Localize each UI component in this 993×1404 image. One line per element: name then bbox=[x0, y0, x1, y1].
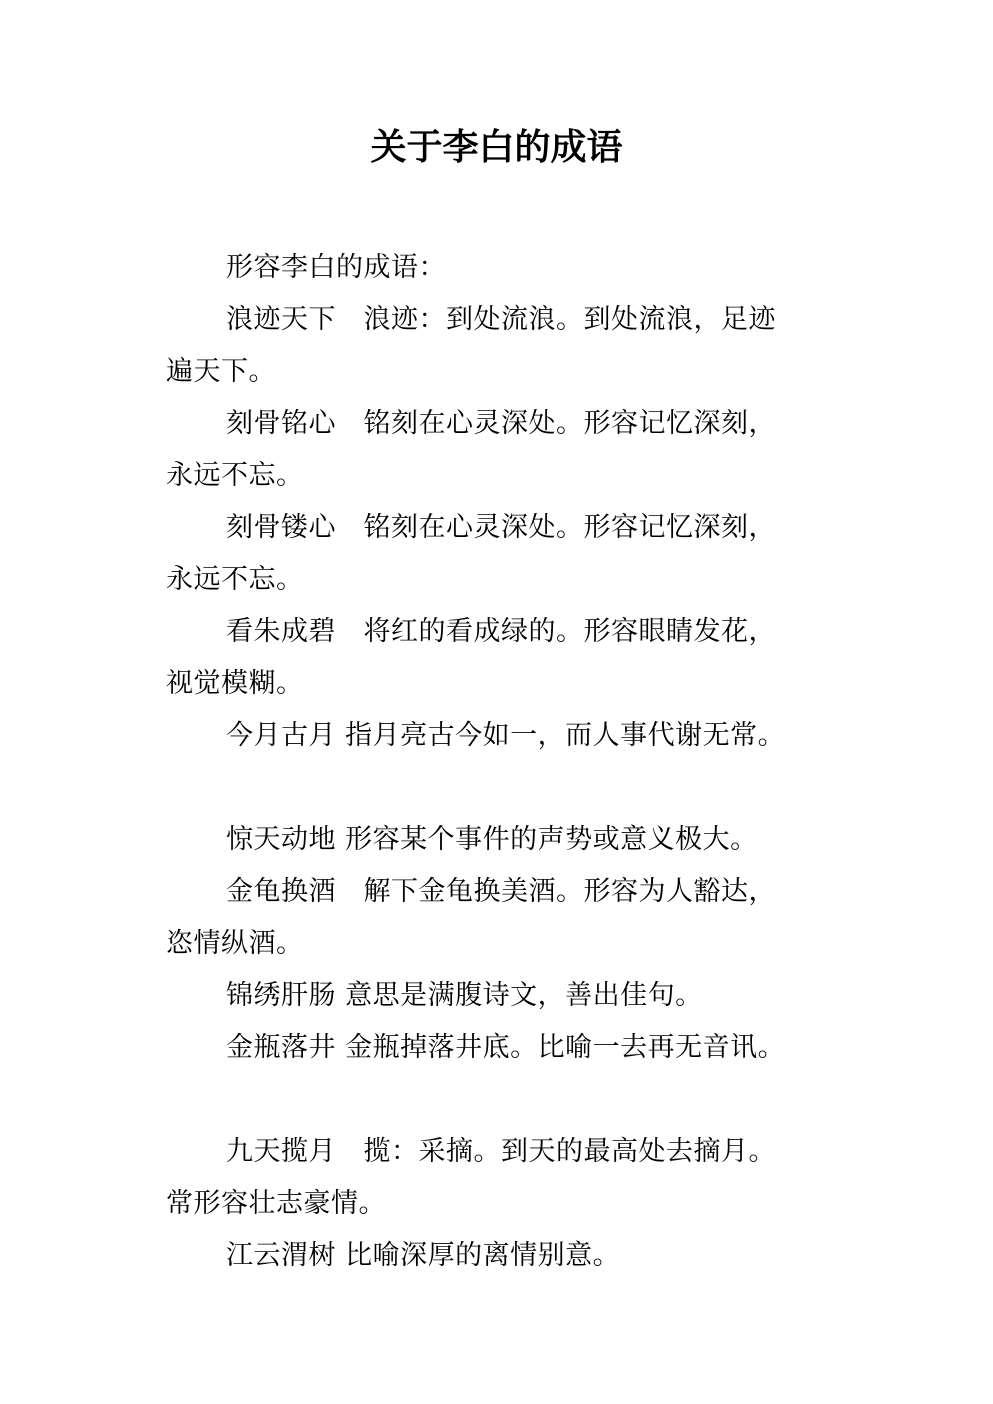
text-line: 刻骨镂心 铭刻在心灵深处。形容记忆深刻， bbox=[226, 512, 776, 543]
text-line: 江云渭树 比喻深厚的离情别意。 bbox=[226, 1240, 621, 1271]
text-line: 金龟换酒 解下金龟换美酒。形容为人豁达， bbox=[226, 876, 776, 907]
text-line: 遍天下。 bbox=[166, 356, 276, 387]
text-line: 浪迹天下 浪迹：到处流浪。到处流浪，足迹 bbox=[226, 304, 776, 335]
text-line: 九天揽月 揽：采摘。到天的最高处去摘月。 bbox=[226, 1136, 776, 1167]
text-line: 刻骨铭心 铭刻在心灵深处。形容记忆深刻， bbox=[226, 408, 776, 439]
text-line: 看朱成碧 将红的看成绿的。形容眼睛发花， bbox=[226, 616, 776, 647]
text-line: 常形容壮志豪情。 bbox=[166, 1188, 386, 1219]
text-line: 金瓶落井 金瓶掉落井底。比喻一去再无音讯。 bbox=[226, 1032, 786, 1063]
text-line: 今月古月 指月亮古今如一，而人事代谢无常。 bbox=[226, 720, 786, 751]
text-line: 惊天动地 形容某个事件的声势或意义极大。 bbox=[226, 824, 758, 855]
text-line: 锦绣肝肠 意思是满腹诗文，善出佳句。 bbox=[226, 980, 703, 1011]
text-line: 视觉模糊。 bbox=[166, 668, 304, 699]
text-line: 恣情纵酒。 bbox=[166, 928, 304, 959]
text-line: 永远不忘。 bbox=[166, 460, 304, 491]
text-line: 形容李白的成语： bbox=[226, 252, 446, 283]
document-title: 关于李白的成语 bbox=[370, 127, 623, 168]
text-line: 永远不忘。 bbox=[166, 564, 304, 595]
